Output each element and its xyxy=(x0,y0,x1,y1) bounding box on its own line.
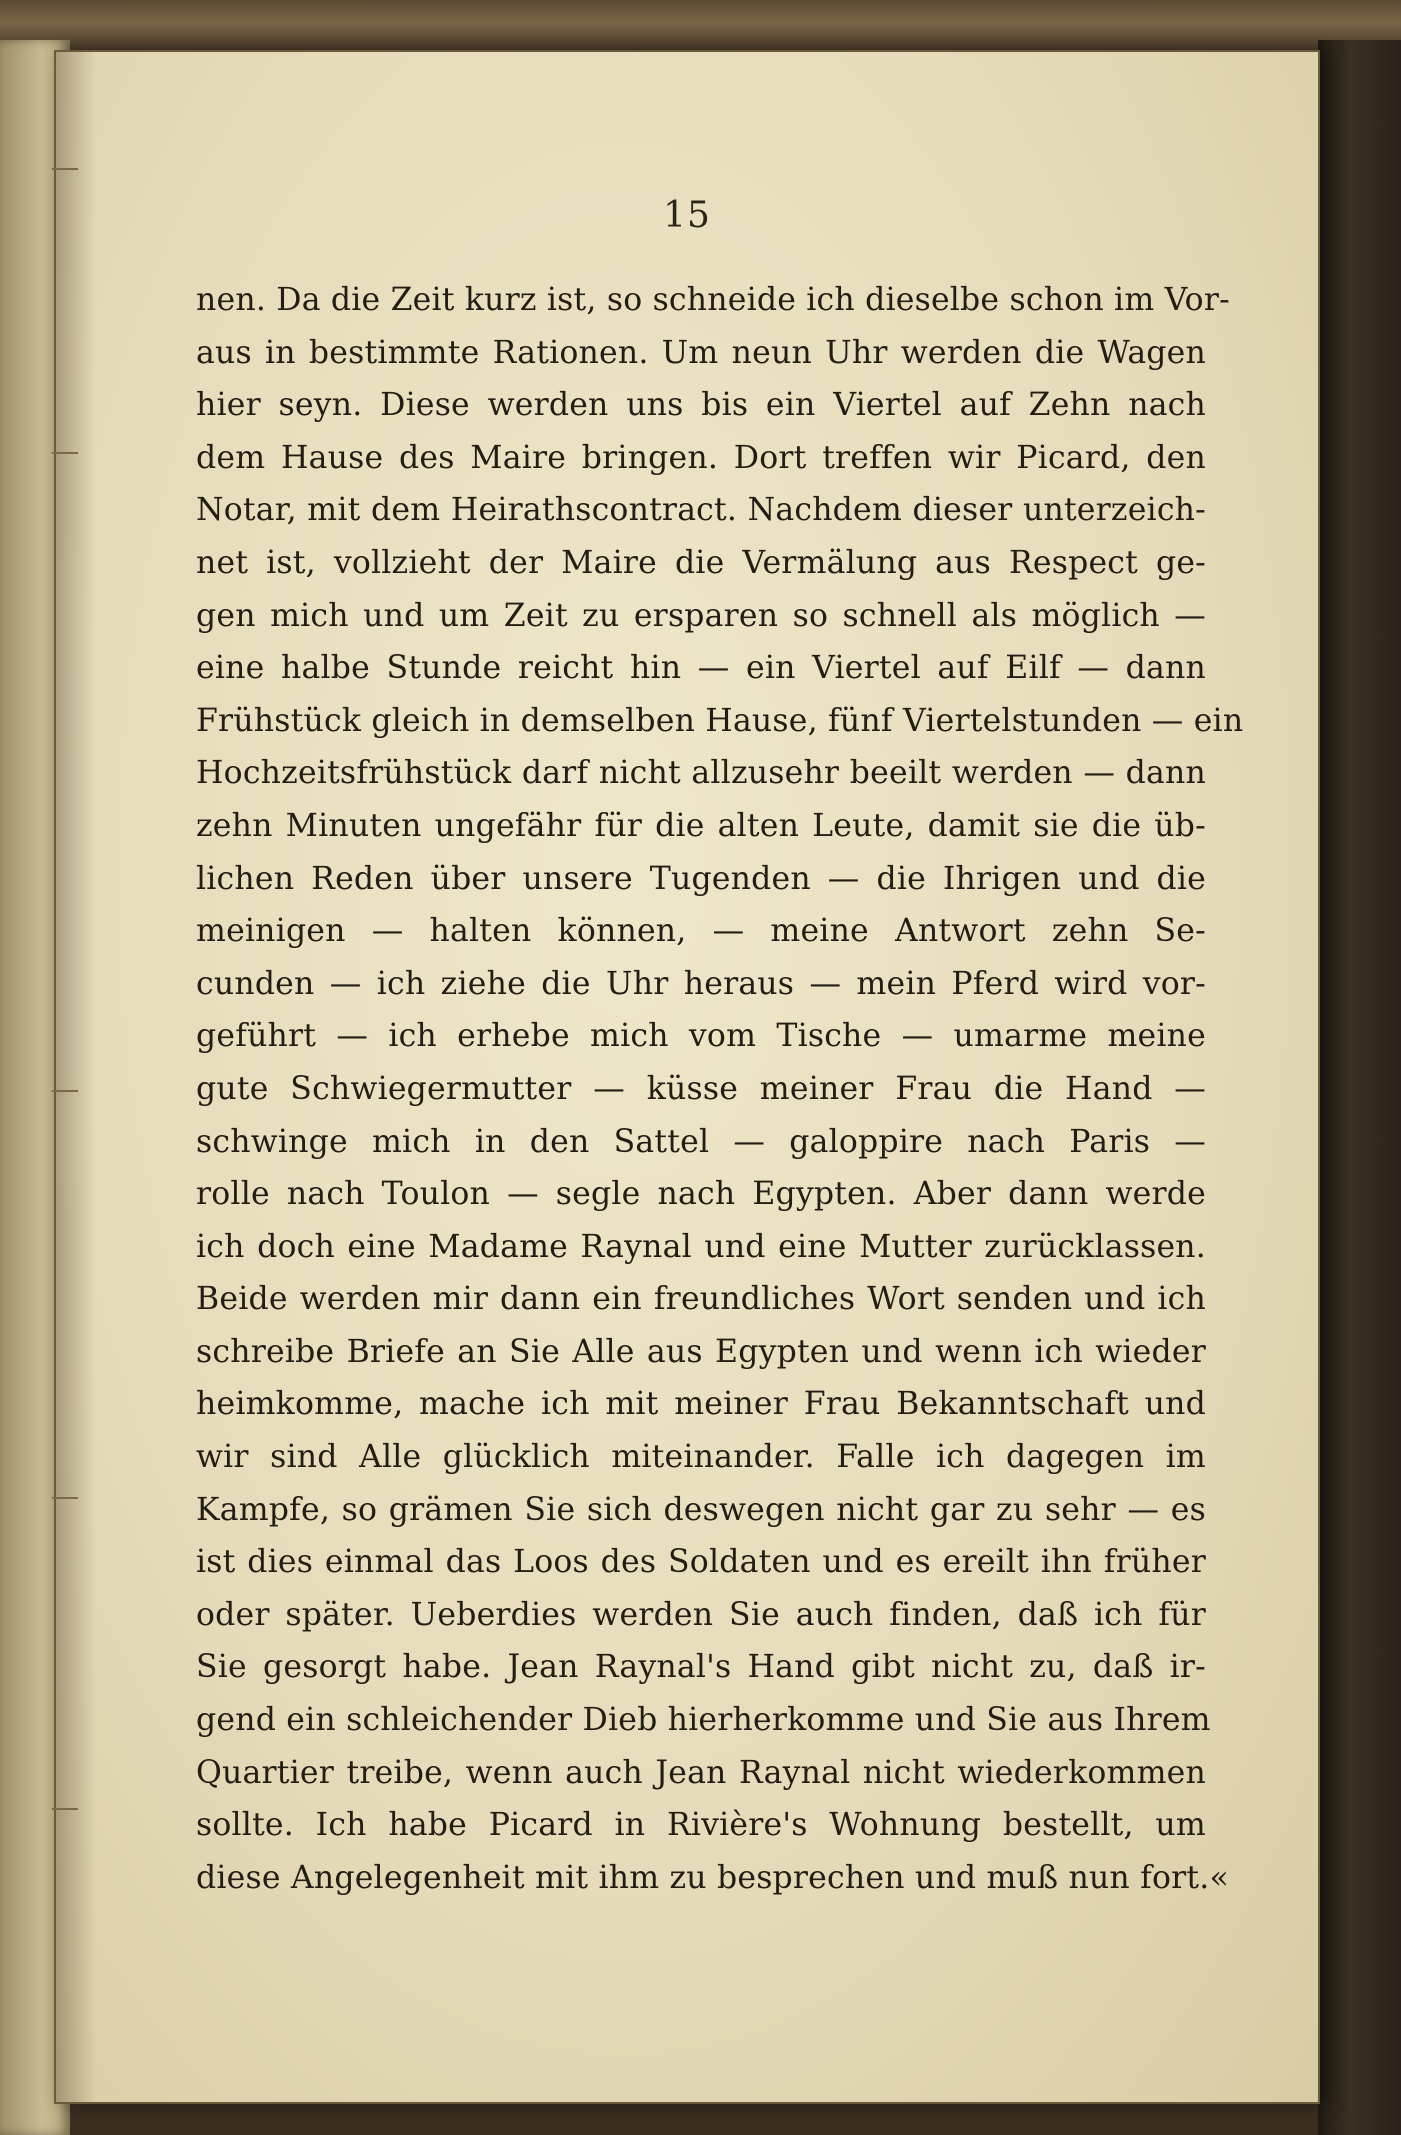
text-line: eine halbe Stunde reicht hin — ein Viertel auf Eilf — dann xyxy=(196,650,1206,687)
book-top-edge xyxy=(0,0,1401,58)
text-line: nen. Da die Zeit kurz ist, so schneide ich dieselbe schon im Vor- xyxy=(196,282,1230,318)
text-line: gute Schwiegermutter — küsse meiner Frau die Hand — xyxy=(196,1070,1206,1107)
text-line: Notar, mit dem Heirathscontract. Nachdem dieser unterzeich- xyxy=(196,492,1206,529)
page-number: 15 xyxy=(663,195,711,236)
text-line: oder später. Ueberdies werden Sie auch finden, daß ich für xyxy=(196,1596,1206,1633)
text-line: heimkomme, mache ich mit meiner Frau Bekanntschaft und xyxy=(196,1386,1206,1423)
text-line: geführt — ich erhebe mich vom Tische — umarme meine xyxy=(196,1018,1206,1055)
book-cover-edge xyxy=(1318,40,1401,2135)
text-line: Frühstück gleich in demselben Hause, fünf Viertelstunden — ein xyxy=(196,702,1244,739)
text-line: schreibe Briefe an Sie Alle aus Egypten und wenn ich wieder xyxy=(196,1333,1206,1370)
text-line: Kampfe, so grämen Sie sich deswegen nicht gar zu sehr — es xyxy=(196,1491,1206,1528)
margin-mark xyxy=(52,452,78,454)
margin-mark xyxy=(52,1808,78,1810)
text-line: diese Angelegenheit mit ihm zu besprechen und muß nun fort.« xyxy=(196,1859,1229,1896)
text-line: aus in bestimmte Rationen. Um neun Uhr werden die Wagen xyxy=(196,334,1206,371)
text-line: dem Hause des Maire bringen. Dort treffen wir Picard, den xyxy=(196,439,1206,476)
text-line: hier seyn. Diese werden uns bis ein Viertel auf Zehn nach xyxy=(196,387,1206,424)
text-line: Beide werden mir dann ein freundliches Wort senden und ich xyxy=(196,1281,1206,1318)
text-line: ich doch eine Madame Raynal und eine Mutter zurücklassen. xyxy=(196,1228,1206,1265)
text-line: net ist, vollzieht der Maire die Vermälung aus Respect ge- xyxy=(196,544,1206,581)
text-line: ist dies einmal das Loos des Soldaten und es ereilt ihn früher xyxy=(196,1544,1206,1581)
margin-mark xyxy=(52,168,78,170)
text-line: cunden — ich ziehe die Uhr heraus — mein Pferd wird vor- xyxy=(196,965,1206,1002)
margin-mark xyxy=(52,1497,78,1499)
margin-mark xyxy=(52,1090,78,1092)
body-text xyxy=(196,274,1244,1904)
text-line: gen mich und um Zeit zu ersparen so schnell als möglich — xyxy=(196,597,1206,634)
text-line: schwinge mich in den Sattel — galoppire nach Paris — xyxy=(196,1123,1206,1160)
text-line: lichen Reden über unsere Tugenden — die Ihrigen und die xyxy=(196,860,1206,897)
spine-shadow xyxy=(56,52,96,2102)
text-line: gend ein schleichender Dieb hierherkomme und Sie aus Ihrem xyxy=(196,1702,1211,1739)
text-line: sollte. Ich habe Picard in Rivière's Wohnung bestellt, um xyxy=(196,1807,1206,1844)
text-line: Hochzeitsfrühstück darf nicht allzusehr beeilt werden — dann xyxy=(196,755,1206,792)
text-line: Quartier treibe, wenn auch Jean Raynal nicht wiederkommen xyxy=(196,1754,1206,1791)
text-line: Sie gesorgt habe. Jean Raynal's Hand gibt nicht zu, daß ir- xyxy=(196,1649,1206,1686)
text-line: zehn Minuten ungefähr für die alten Leute, damit sie die üb- xyxy=(196,807,1206,844)
text-line: rolle nach Toulon — segle nach Egypten. Aber dann werde xyxy=(196,1176,1206,1213)
text-line: meinigen — halten können, — meine Antwort zehn Se- xyxy=(196,913,1206,950)
book-page xyxy=(56,52,1318,2102)
text-line: wir sind Alle glücklich miteinander. Falle ich dagegen im xyxy=(196,1439,1206,1476)
